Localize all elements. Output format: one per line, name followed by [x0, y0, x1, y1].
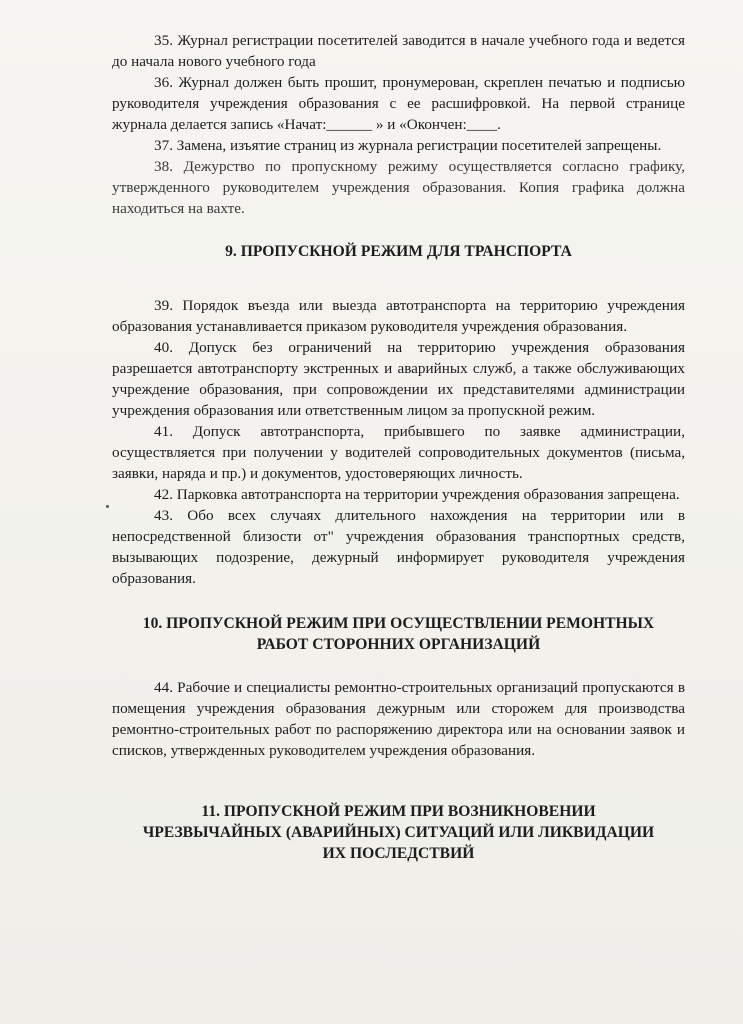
paragraph-43: 43. Обо всех случаях длительного нахождения на территории или в непосредственной близости от" учреждения образования транспортных средств, вызывающих подозрение, дежурный информирует руководителя учреждения образования. — [112, 507, 685, 587]
section-heading-9: 9. ПРОПУСКНОЙ РЕЖИМ ДЛЯ ТРАНСПОРТА — [225, 243, 572, 260]
paragraph-36: 36. Журнал должен быть прошит, пронумерован, скреплен печатью и подписью руководителя учреждения образования с ее расшифровкой. На первой странице журнала делается запись «Начат:______ » и «Окончен:____. — [112, 74, 685, 133]
section-heading-11-line-1: 11. ПРОПУСКНОЙ РЕЖИМ ПРИ ВОЗНИКНОВЕНИИ — [201, 803, 596, 820]
section-heading-11-line-2: ЧРЕЗВЫЧАЙНЫХ (АВАРИЙНЫХ) СИТУАЦИЙ ИЛИ ЛИКВИДАЦИИ — [142, 824, 655, 841]
section-heading-10-line-2: РАБОТ СТОРОННИХ ОРГАНИЗАЦИЙ — [256, 636, 541, 653]
paragraph-35: 35. Журнал регистрации посетителей заводится в начале учебного года и ведется до начала нового учебного года — [112, 32, 685, 70]
paragraph-37: 37. Замена, изъятие страниц из журнала регистрации посетителей запрещены. — [154, 137, 662, 154]
paragraph-41: 41. Допуск автотранспорта, прибывшего по заявке администрации, осуществляется при получении у водителей сопроводительных документов (письма, заявки, наряда и пр.) и документов, удостоверяющих личность. — [112, 423, 685, 482]
paragraph-39: 39. Порядок въезда или выезда автотранспорта на территорию учреждения образования устанавливается приказом руководителя учреждения образования. — [112, 297, 685, 335]
scan-speck — [106, 505, 109, 508]
section-heading-10-line-1: 10. ПРОПУСКНОЙ РЕЖИМ ПРИ ОСУЩЕСТВЛЕНИИ РЕМОНТНЫХ — [142, 615, 655, 632]
paragraph-40: 40. Допуск без ограничений на территорию учреждения образования разрешается автотранспорту экстренных и аварийных служб, а также обслуживающих учреждение образования, при сопровождении их представителями администрации учреждения образования или ответственным лицом за пропускной режим. — [112, 339, 685, 419]
document-body — [112, 30, 685, 864]
paragraph-42: 42. Парковка автотранспорта на территории учреждения образования запрещена. — [154, 486, 680, 503]
paragraph-38: 38. Дежурство по пропускному режиму осуществляется согласно графику, утвержденного руководителем учреждения образования. Копия графика должна находиться на вахте. — [112, 158, 685, 217]
paragraph-44: 44. Рабочие и специалисты ремонтно-строительных организаций пропускаются в помещения учреждения образования дежурным или сторожем для производства ремонтно-строительных работ по распоряжению директора или на основании заявок и списков, утвержденных руководителем учреждения образования. — [112, 679, 685, 759]
section-heading-11-line-3: ИХ ПОСЛЕДСТВИЙ — [322, 845, 475, 862]
